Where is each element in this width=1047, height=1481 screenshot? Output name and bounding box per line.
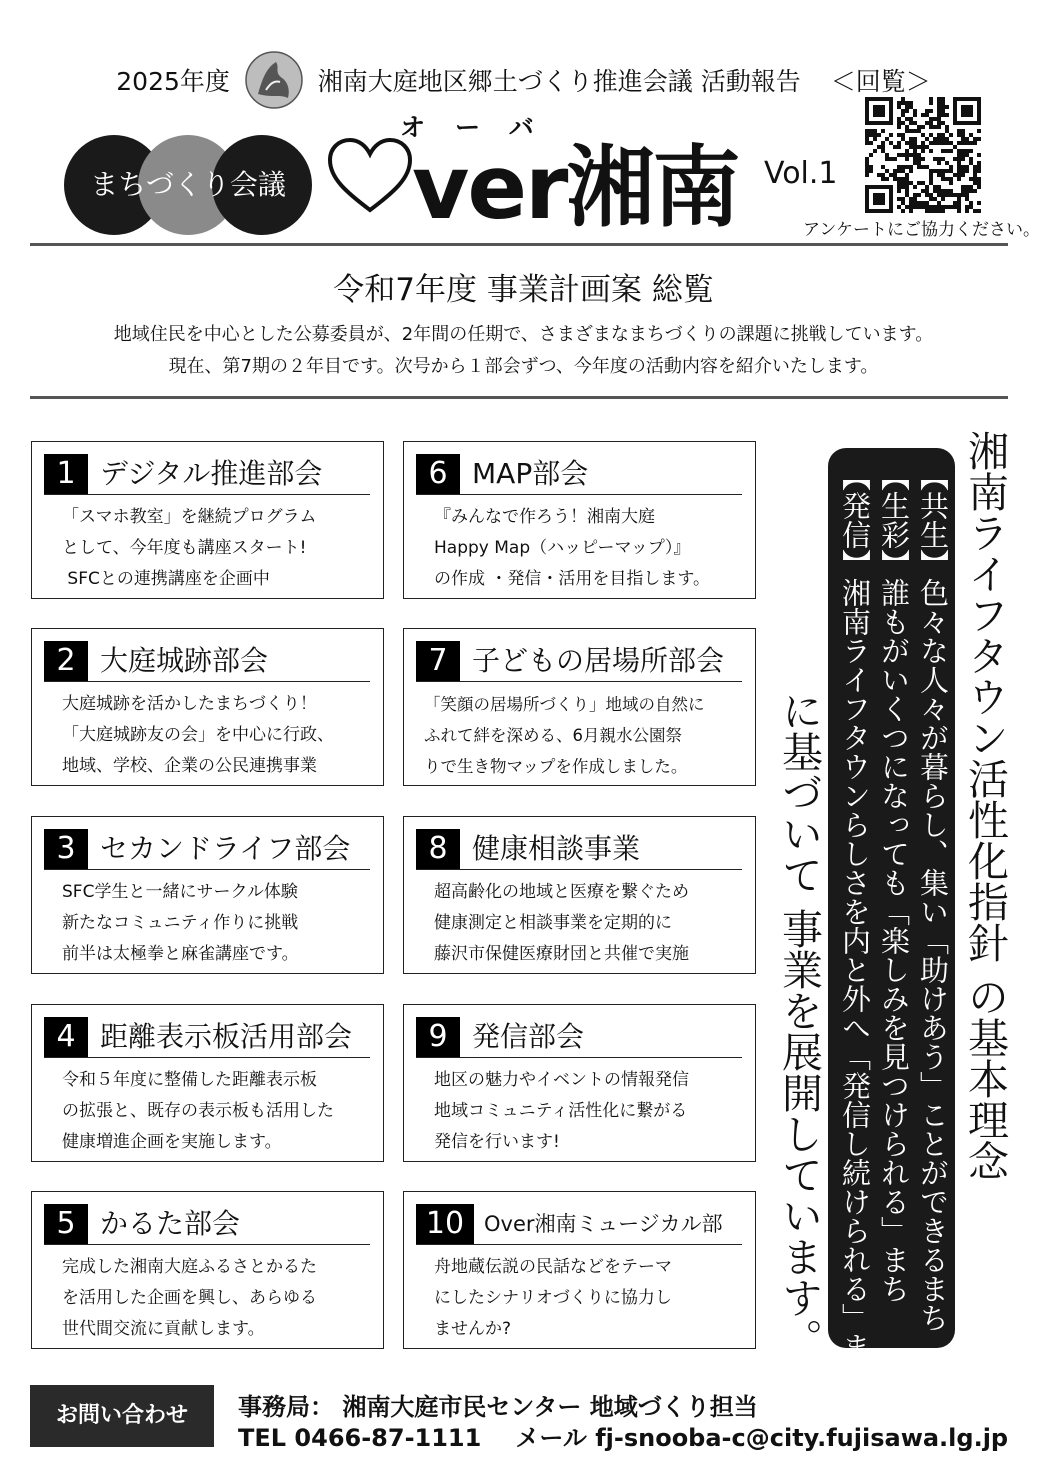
committee-description: SFC学生と一緒にサークル体験 新たなコミュニティ作りに挑戦 前半は太極拳と麻雀講座です。 xyxy=(62,882,299,964)
committee-card-7 xyxy=(403,628,756,786)
committee-card-9 xyxy=(403,1004,756,1162)
committee-number: 4 xyxy=(44,1017,88,1057)
circulation-label: ＜回覧＞ xyxy=(830,67,931,96)
committee-card-1 xyxy=(31,441,384,599)
committee-number: 9 xyxy=(416,1017,460,1057)
committee-card-4 xyxy=(31,1004,384,1162)
newsletter-title: ver湘南 xyxy=(412,136,739,239)
section-title: 令和7年度 事業計画案 総覧 xyxy=(333,272,714,308)
town-emblem-icon xyxy=(244,50,304,110)
committee-name: 健康相談事業 xyxy=(472,832,641,865)
committee-underline xyxy=(44,1057,370,1058)
committee-underline xyxy=(416,1057,742,1058)
circle-label: まちづくり会議 xyxy=(90,168,286,201)
committee-name: Over湘南ミュージカル部 xyxy=(484,1212,723,1236)
title-ruby: オーバ xyxy=(400,113,564,142)
intro-line-1: 地域住民を中心とした公募委員が、2年間の任期で、さまざまなまちづくりの課題に挑戦しています。 xyxy=(113,324,934,345)
principle-seisai: 【生彩】誰もがいくつになっても「楽しみを見つけられる」まち xyxy=(877,462,911,1303)
committee-name: 子どもの居場所部会 xyxy=(472,644,725,677)
committee-description: 令和５年度に整備した距離表示板 の拡張と、既存の表示板も活用した 健康増進企画を実施します。 xyxy=(62,1070,334,1152)
principles-closing: に基づいて 事業を展開しています。 xyxy=(775,690,823,1360)
divider-top xyxy=(30,243,1008,246)
committee-underline xyxy=(44,681,370,682)
committee-name: かるた部会 xyxy=(100,1207,241,1240)
committee-underline xyxy=(44,1244,370,1245)
divider-middle xyxy=(30,396,1008,399)
committee-number: 10 xyxy=(416,1204,474,1244)
committee-number: 7 xyxy=(416,641,460,681)
committee-number: 8 xyxy=(416,829,460,869)
committee-card-2 xyxy=(31,628,384,786)
committee-number: 2 xyxy=(44,641,88,681)
volume-number: Vol.1 xyxy=(764,156,838,191)
committee-card-5 xyxy=(31,1191,384,1349)
principle-kyosei: 【共生】色々な人々が暮らし、集い「助けあう」ことができるまち xyxy=(916,462,950,1332)
qr-code-icon[interactable] xyxy=(865,97,981,213)
committee-card-3 xyxy=(31,816,384,974)
email-address[interactable]: メール fj-snooba-c@city.fujisawa.lg.jp xyxy=(515,1424,1009,1452)
tel-number[interactable]: TEL 0466-87-1111 xyxy=(238,1424,482,1452)
committee-number: 1 xyxy=(44,454,88,494)
fiscal-year: 2025年度 xyxy=(116,67,230,96)
committee-description: 超高齢化の地域と医療を繋ぐため 健康測定と相談事業を定期的に 藤沢市保健医療財団と共催で実施 xyxy=(434,882,689,964)
committee-underline xyxy=(416,494,742,495)
committee-card-6 xyxy=(403,441,756,599)
committee-description: 「スマホ教室」を継続プログラム として、今年度も講座スタート! SFCとの連携講座を企画中 xyxy=(62,507,317,589)
committee-description: 「笑顔の居場所づくり」地域の自然に ふれて絆を深める、6月親水公園祭 りで生き物マップを作成しました。 xyxy=(424,695,705,776)
office-info: 事務局： 湘南大庭市民センター 地域づくり担当 xyxy=(238,1393,758,1421)
committee-name: 大庭城跡部会 xyxy=(100,644,269,677)
contact-label: お問い合わせ xyxy=(30,1385,214,1447)
committee-description: 完成した湘南大庭ふるさとかるた を活用した企画を興し、あらゆる 世代間交流に貢献します。 xyxy=(62,1257,317,1339)
committee-underline xyxy=(416,1244,742,1245)
survey-caption: アンケートにご協力ください。 xyxy=(803,220,1040,240)
committee-number: 5 xyxy=(44,1204,88,1244)
committee-underline xyxy=(44,869,370,870)
contact-line xyxy=(238,1418,1008,1453)
principles-title: 湘南ライフタウン活性化指針 の基本理念 xyxy=(961,430,1009,1182)
committee-name: 発信部会 xyxy=(472,1020,585,1053)
committee-underline xyxy=(44,494,370,495)
committee-description: 『みんなで作ろう！湘南大庭 Happy Map（ハッピーマップ）』 の作成 ・発信・活用を目指します。 xyxy=(434,507,711,589)
committee-name: 距離表示板活用部会 xyxy=(100,1020,353,1053)
committee-name: MAP部会 xyxy=(472,457,589,490)
committee-underline xyxy=(416,869,742,870)
committee-number: 6 xyxy=(416,454,460,494)
intro-line-2: 現在、第7期の２年目です。次号から１部会ずつ、今年度の活動内容を紹介いたします。 xyxy=(168,356,879,377)
committee-description: 舟地蔵伝説の民話などをテーマ にしたシナリオづくりに協力し ませんか? xyxy=(434,1257,672,1339)
committee-description: 大庭城跡を活かしたまちづくり！ 「大庭城跡友の会」を中心に行政、 地域、学校、企業の公民連携事業 xyxy=(62,694,334,776)
committee-number: 3 xyxy=(44,829,88,869)
org-report-title: 湘南大庭地区郷土づくり推進会議 活動報告 xyxy=(317,67,801,96)
committee-name: デジタル推進部会 xyxy=(100,457,323,490)
principle-hasshin: 【発信】湘南ライフタウンらしさを内と外へ「発信し続けられる」まち xyxy=(838,462,872,1390)
committee-underline xyxy=(416,681,742,682)
heart-icon xyxy=(326,136,414,216)
committee-card-10 xyxy=(403,1191,756,1349)
committee-description: 地区の魅力やイベントの情報発信 地域コミュニティ活性化に繋がる 発信を行います! xyxy=(434,1070,689,1152)
committee-name: セカンドライフ部会 xyxy=(100,832,351,865)
committee-card-8 xyxy=(403,816,756,974)
